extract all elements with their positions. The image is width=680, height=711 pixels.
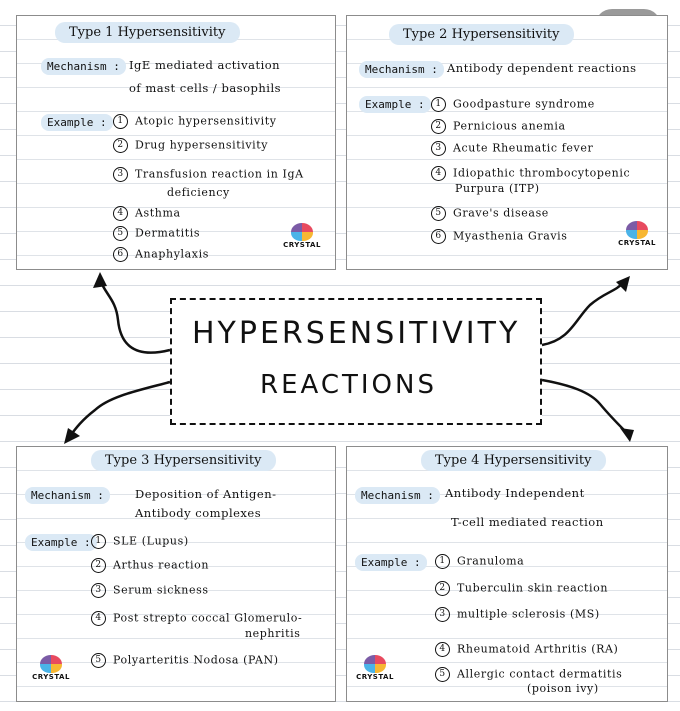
type4-title: Type 4 Hypersensitivity (421, 450, 606, 471)
type3-mechanism-line1: Deposition of Antigen- (135, 487, 277, 501)
type1-example-5: 5 Dermatitis (113, 226, 200, 241)
number-2-icon: 2 (435, 581, 450, 596)
type2-example-4: 4 Idiopathic thrombocytopenic (431, 166, 630, 181)
type1-mechanism-line2: of mast cells / basophils (129, 81, 282, 95)
number-2-icon: 2 (91, 558, 106, 573)
type3-example-4: 4 Post strepto coccal Glomerulo- (91, 611, 302, 626)
type4-example-2: 2 Tuberculin skin reaction (435, 581, 608, 596)
number-3-icon: 3 (431, 141, 446, 156)
type1-mechanism-label: Mechanism : (41, 58, 126, 75)
type3-example-2: 2 Arthus reaction (91, 558, 209, 573)
number-3-icon: 3 (91, 583, 106, 598)
type1-example-3-cont: deficiency (167, 186, 230, 199)
type4-mechanism-line2: T-cell mediated reaction (451, 515, 604, 529)
number-5-icon: 5 (431, 206, 446, 221)
type4-example-label: Example : (355, 554, 427, 571)
type4-example-5: 5 Allergic contact dermatitis (435, 667, 622, 682)
logo-text: CRYSTAL (356, 673, 394, 681)
type3-example-4-cont: nephritis (245, 627, 301, 640)
type3-example-3: 3 Serum sickness (91, 583, 209, 598)
type3-example-5: 5 Polyarteritis Nodosa (PAN) (91, 653, 279, 668)
type2-example-5: 5 Grave's disease (431, 206, 549, 221)
type2-example-4-cont: Purpura (ITP) (455, 182, 540, 195)
center-title-line1: HYPERSENSITIVITY (192, 316, 521, 351)
type4-mechanism-line1: Antibody Independent (445, 486, 585, 500)
type2-title: Type 2 Hypersensitivity (389, 24, 574, 45)
number-1-icon: 1 (91, 534, 106, 549)
type1-mechanism-line1: IgE mediated activation (129, 58, 281, 72)
type3-title: Type 3 Hypersensitivity (91, 450, 276, 471)
number-6-icon: 6 (113, 247, 128, 262)
number-1-icon: 1 (435, 554, 450, 569)
arrow-to-type4 (542, 380, 626, 432)
number-5-icon: 5 (91, 653, 106, 668)
number-4-icon: 4 (435, 642, 450, 657)
arrow-to-type2 (542, 282, 624, 345)
arrowhead-type4 (620, 428, 634, 442)
type2-mechanism-label: Mechanism : (359, 61, 444, 78)
arrow-to-type3 (70, 382, 170, 436)
type3-example-label: Example : (25, 534, 97, 551)
number-5-icon: 5 (113, 226, 128, 241)
number-1-icon: 1 (113, 114, 128, 129)
type4-example-3: 3 multiple sclerosis (MS) (435, 607, 600, 622)
number-6-icon: 6 (431, 229, 446, 244)
type2-example-3: 3 Acute Rheumatic fever (431, 141, 593, 156)
type4-example-1: 1 Granuloma (435, 554, 524, 569)
type1-title: Type 1 Hypersensitivity (55, 22, 240, 43)
logo-text: CRYSTAL (618, 239, 656, 247)
arrowhead-type1 (93, 272, 107, 288)
type1-example-3: 3 Transfusion reaction in IgA (113, 167, 304, 182)
type2-example-6: 6 Myasthenia Gravis (431, 229, 568, 244)
type2-example-2: 2 Pernicious anemia (431, 119, 566, 134)
arrow-to-type1 (100, 280, 170, 353)
type1-example-1: 1 Atopic hypersensitivity (113, 114, 277, 129)
type2-example-1: 1 Goodpasture syndrome (431, 97, 595, 112)
type3-mechanism-label: Mechanism : (25, 487, 110, 504)
type3-example-1: 1 SLE (Lupus) (91, 534, 189, 549)
type4-example-4: 4 Rheumatoid Arthritis (RA) (435, 642, 618, 657)
type1-example-label: Example : (41, 114, 113, 131)
number-2-icon: 2 (113, 138, 128, 153)
type4-example-5-cont: (poison ivy) (527, 682, 599, 695)
number-3-icon: 3 (113, 167, 128, 182)
logo-text: CRYSTAL (32, 673, 70, 681)
type1-example-2: 2 Drug hypersensitivity (113, 138, 268, 153)
logo-text: CRYSTAL (283, 241, 321, 249)
number-4-icon: 4 (91, 611, 106, 626)
arrowhead-type2 (616, 276, 630, 292)
type1-example-4: 4 Asthma (113, 206, 181, 221)
type4-mechanism-label: Mechanism : (355, 487, 440, 504)
arrowhead-type3 (64, 428, 80, 444)
type3-mechanism-line2: Antibody complexes (135, 506, 262, 520)
number-4-icon: 4 (431, 166, 446, 181)
type2-mechanism-line1: Antibody dependent reactions (447, 61, 637, 75)
type1-example-6: 6 Anaphylaxis (113, 247, 209, 262)
number-5-icon: 5 (435, 667, 450, 682)
number-1-icon: 1 (431, 97, 446, 112)
center-title-line2: REACTIONS (260, 370, 437, 400)
type2-example-label: Example : (359, 96, 431, 113)
number-4-icon: 4 (113, 206, 128, 221)
number-3-icon: 3 (435, 607, 450, 622)
center-title-box (170, 298, 542, 425)
number-2-icon: 2 (431, 119, 446, 134)
